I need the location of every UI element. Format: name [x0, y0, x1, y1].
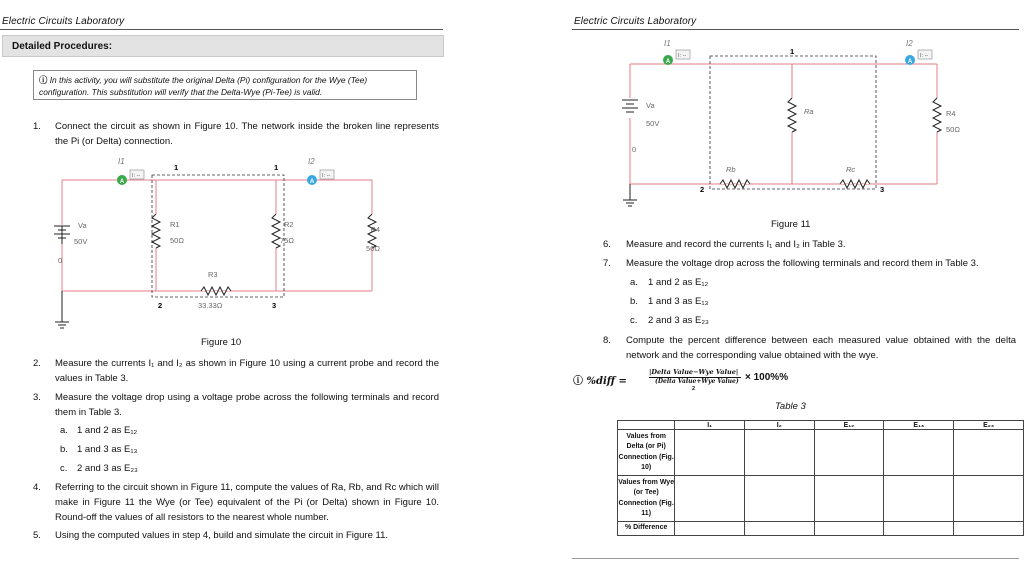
r4-resistor [933, 98, 941, 132]
r2-value: 75Ω [280, 236, 294, 245]
table-header-cell: I₁ [675, 421, 745, 430]
r1-resistor [152, 214, 160, 248]
ra-resistor [788, 98, 796, 132]
svg-text:A: A [309, 179, 315, 185]
section-title-box [2, 35, 444, 57]
svg-text:I2: I2 [906, 39, 913, 48]
info-icon: ⓘ [573, 376, 583, 387]
table-cell [814, 476, 884, 522]
table-row-label: Values from Wye (or Tee) Connection (Fig. 11) [618, 476, 675, 522]
table-cell [884, 430, 954, 476]
table-header-cell: E₁₂ [814, 421, 884, 430]
step-6-text: Measure and record the currents I₁ and I₂ in Table 3. [626, 239, 846, 250]
formula-denominator: (Delta Value+Wye Value) [655, 378, 739, 385]
r4-name: R4 [946, 109, 956, 118]
substep-a-text: 1 and 2 as E₁₂ [77, 425, 138, 436]
source-value: 50V [74, 237, 88, 246]
probe-i1 [663, 39, 690, 65]
formula-rhs: × 100%% [745, 372, 789, 383]
table-header-cell: E₂₃ [954, 421, 1024, 430]
table-cell [884, 522, 954, 536]
figure-11-caption: Figure 11 [771, 219, 811, 230]
step-5-text: Using the computed values in step 4, build and simulate the circuit in Figure 11. [55, 530, 389, 541]
svg-text:I2: I2 [308, 157, 315, 166]
substep-a-label: a. [630, 277, 638, 288]
svg-text:I: --: I: -- [132, 173, 141, 179]
svg-text:A: A [119, 179, 125, 185]
substep-b-label: b. [60, 444, 68, 455]
rc-resistor [840, 180, 870, 188]
r3-resistor [201, 287, 231, 295]
substep-c-text: 2 and 3 as E₂₃ [648, 315, 709, 326]
header-rule [0, 29, 443, 30]
table-3 [617, 420, 1024, 536]
ra-name: Ra [804, 107, 814, 116]
r1-value: 50Ω [170, 236, 184, 245]
step-4-text: Referring to the circuit shown in Figure 11, compute the values of Ra, Rb, and Rc which will make in Figure 11 the Wye (or Tee) equivalent of the Pi (or Delta) shown in Figure 10. Round-off the values of all resistors to the nearest whole number. [55, 482, 439, 523]
step-7-number: 7. [603, 258, 611, 269]
figure-10-circuit [40, 150, 380, 330]
table-cell [954, 430, 1024, 476]
svg-text:I1: I1 [118, 157, 125, 166]
table-cell [675, 430, 745, 476]
table-row [618, 430, 1024, 476]
page-header: Electric Circuits Laboratory [2, 16, 125, 27]
section-title: Detailed Procedures: [12, 41, 113, 52]
r1-name: R1 [170, 220, 180, 229]
table-header-cell [618, 421, 675, 430]
substep-a-text: 1 and 2 as E₁₂ [648, 277, 709, 288]
step-7-text: Measure the voltage drop across the following terminals and record them in Table 3. [626, 258, 979, 269]
info-callout [33, 70, 417, 100]
svg-text:I: --: I: -- [920, 53, 929, 59]
left-page [0, 0, 445, 562]
node-3-label: 3 [272, 301, 277, 310]
table-header-cell: I₂ [744, 421, 814, 430]
table-row [618, 476, 1024, 522]
r4-name: R4 [370, 225, 380, 234]
table-header-cell: E₁₃ [884, 421, 954, 430]
svg-text:I: --: I: -- [678, 53, 687, 59]
node-1-label-a: 1 [174, 163, 179, 172]
step-5-number: 5. [33, 530, 41, 541]
table-cell [954, 476, 1024, 522]
table-cell [744, 430, 814, 476]
table-row-label: % Difference [618, 522, 675, 536]
step-3-number: 3. [33, 392, 41, 403]
percent-diff-formula [573, 366, 823, 398]
ground-label: 0 [632, 145, 637, 154]
table-cell [744, 476, 814, 522]
page-header: Electric Circuits Laboratory [574, 16, 697, 27]
formula-lhs: ⓘ %diff = [573, 376, 627, 387]
figure-10-caption: Figure 10 [201, 337, 242, 348]
voltage-source-symbol [54, 226, 70, 244]
svg-text:I: --: I: -- [322, 173, 331, 179]
table-cell [675, 522, 745, 536]
step-8-text: Compute the percent difference between each measured value obtained with the delta network and the corresponding value obtained with the wye. [626, 335, 1016, 361]
substep-b-text: 1 and 3 as E₁₃ [77, 444, 138, 455]
probe-i1 [117, 157, 144, 185]
node-1-label: 1 [790, 47, 795, 56]
source-name: Va [646, 101, 655, 110]
ground-symbol [623, 184, 637, 206]
table-cell [814, 522, 884, 536]
substep-c-label: c. [630, 315, 638, 326]
step-2-number: 2. [33, 358, 41, 369]
source-value: 50V [646, 119, 660, 128]
r3-value: 33.33Ω [198, 301, 223, 310]
table-header-row [618, 421, 1024, 430]
node-2-label: 2 [158, 301, 163, 310]
substep-b-text: 1 and 3 as E₁₃ [648, 296, 709, 307]
footer-rule [572, 558, 1019, 559]
ground-symbol [55, 291, 69, 328]
header-rule [572, 29, 1019, 30]
table-cell [744, 522, 814, 536]
rb-resistor [720, 180, 750, 188]
rb-name: Rb [726, 165, 736, 174]
table-cell [814, 430, 884, 476]
substep-c-text: 2 and 3 as E₂₃ [77, 463, 138, 474]
step-1-number: 1. [33, 121, 41, 132]
substep-c-label: c. [60, 463, 68, 474]
table-cell [884, 476, 954, 522]
probe-i2 [905, 39, 932, 65]
r2-resistor [272, 214, 280, 248]
node-3-label: 3 [880, 185, 885, 194]
info-icon: ⓘ [39, 75, 48, 85]
right-page [572, 0, 1024, 562]
table-cell [675, 476, 745, 522]
svg-text:I1: I1 [664, 39, 671, 48]
info-callout-text [39, 74, 415, 98]
ground-label: 0 [58, 256, 63, 265]
formula-divisor: 2 [692, 386, 696, 392]
step-4-number: 4. [33, 482, 41, 493]
step-1-text: Connect the circuit as shown in Figure 10. The network inside the broken line represents the Pi (or Delta) connection. [55, 121, 439, 147]
step-2-text: Measure the currents I₁ and I₂ as shown in Figure 10 using a current probe and record the values in Table 3. [55, 358, 439, 384]
table-row [618, 522, 1024, 536]
svg-text:A: A [907, 59, 913, 65]
r4-value: 50Ω [946, 125, 960, 134]
svg-text:A: A [665, 59, 671, 65]
table-3-title: Table 3 [775, 401, 806, 412]
substep-b-label: b. [630, 296, 638, 307]
voltage-source-symbol [622, 100, 638, 112]
source-name: Va [78, 221, 87, 230]
r3-name: R3 [208, 270, 218, 279]
probe-i2 [307, 157, 334, 185]
r4-value: 50Ω [366, 244, 380, 253]
node-2-label: 2 [700, 185, 705, 194]
substep-a-label: a. [60, 425, 68, 436]
table-cell [954, 522, 1024, 536]
table-row-label: Values from Delta (or Pi) Connection (Fig. 10) [618, 430, 675, 476]
figure-11-circuit [612, 34, 1012, 214]
rc-name: Rc [846, 165, 856, 174]
step-8-number: 8. [603, 335, 611, 346]
formula-numerator: |Delta Value−Wye Value| [649, 368, 739, 376]
info-text: In this activity, you will substitute the original Delta (Pi) configuration for the Wye (Tee) configuration. This substitution will verify that the Delta-Wye (Pi-Tee) is valid. [39, 75, 368, 97]
step-6-number: 6. [603, 239, 611, 250]
step-3-text: Measure the voltage drop using a voltage probe across the following terminals and record them in Table 3. [55, 392, 439, 418]
node-1-label-b: 1 [274, 163, 279, 172]
r2-name: R2 [284, 220, 294, 229]
